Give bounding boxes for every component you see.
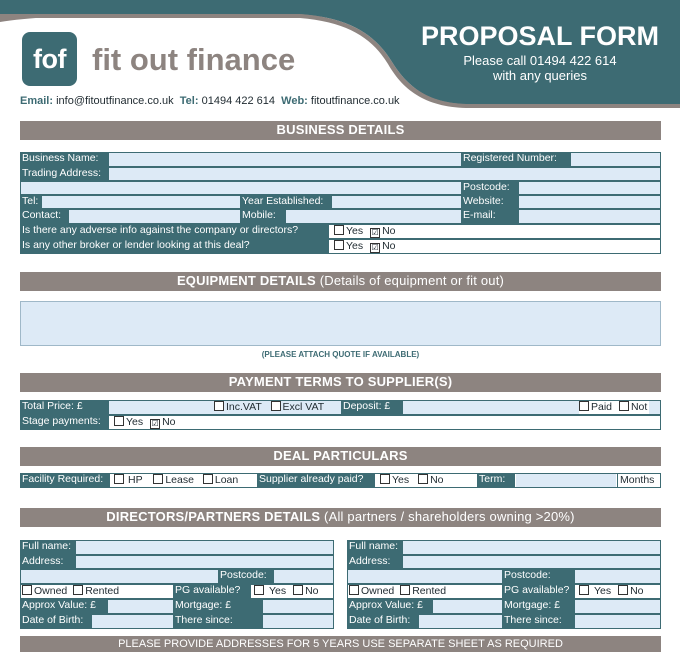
postcode-label: Postcode: [461,181,519,195]
broker-yes-label: Yes [346,240,364,252]
supplier-paid-options [380,474,444,487]
director-1-full-name-field[interactable] [77,541,333,554]
supplier-no-checkbox[interactable] [418,474,428,484]
total-price-label: Total Price: £ [20,400,109,415]
adverse-question: Is there any adverse info against the company or directors? [20,224,329,239]
broker-question: Is any other broker or lender looking at this deal? [20,239,329,254]
broker-no-checkbox[interactable]: ☑ [371,243,379,252]
stage-yes-checkbox[interactable] [114,416,124,426]
director-1-pg-no-checkbox[interactable] [293,585,303,595]
director-1-owned-checkbox[interactable] [22,585,32,595]
director-1-address-field-2[interactable] [21,569,217,582]
broker-yes-checkbox[interactable] [334,240,344,250]
year-established-field[interactable] [333,195,460,208]
director-block-2 [347,540,661,630]
inc-vat-checkbox[interactable] [214,401,224,411]
director-2-approx-value-field[interactable] [434,600,501,613]
director-1-dob-field[interactable] [93,615,172,628]
supplier-no-label: No [430,474,444,486]
excl-vat-checkbox[interactable] [271,401,281,411]
broker-options [334,240,396,253]
business-section-title: BUSINESS DETAILS [276,122,405,137]
director-1-postcode-field[interactable] [275,570,333,583]
loan-checkbox[interactable] [203,474,213,484]
supplier-yes-label: Yes [392,474,410,486]
director-2-owned-checkbox[interactable] [349,585,359,595]
trading-address-field-2[interactable] [21,181,460,194]
not-paid-checkbox[interactable] [619,401,629,411]
director-2-pg-no-checkbox[interactable] [618,585,628,595]
email-link[interactable]: info@fitoutfinance.co.uk [56,95,174,107]
stage-no-checkbox[interactable]: ☑ [151,419,159,428]
director-2-approx-value-label: Approx Value: £ [347,599,433,614]
equipment-details-field[interactable] [20,301,661,346]
payment-section-header [20,373,661,392]
not-paid-label: Not [630,401,648,413]
director-1-pg-label: PG available? [173,584,251,599]
stage-no-label: No [162,416,176,428]
director-2-mortgage-field[interactable] [576,600,660,613]
director-1-there-since-field[interactable] [264,615,333,628]
tel-value: 01494 422 614 [201,95,276,107]
facility-options [114,474,238,487]
director-1-dob-label: Date of Birth: [20,614,92,629]
director-1-there-since-label: There since: [173,614,263,629]
director-1-pg-no-label: No [305,585,319,597]
footer-note-bar [20,636,661,652]
director-2-rented-label: Rented [412,585,447,597]
director-1-rented-label: Rented [85,585,120,597]
paid-options [579,401,649,414]
director-2-postcode-label: Postcode: [502,569,575,584]
director-1-full-name-label: Full name: [20,540,76,555]
director-1-rented-checkbox[interactable] [73,585,83,595]
director-1-address-label: Address: [20,555,76,569]
stage-payments-label: Stage payments: [20,415,109,430]
paid-checkbox[interactable] [579,401,589,411]
director-1-pg-options [254,585,319,598]
director-1-mortgage-field[interactable] [264,600,333,613]
hp-checkbox[interactable] [114,474,124,484]
director-2-full-name-label: Full name: [347,540,403,555]
directors-section-subtitle: (All partners / shareholders owning >20%) [324,509,575,524]
broker-no-label: No [382,240,396,252]
equipment-section-header [20,272,661,291]
director-2-dob-field[interactable] [420,615,501,628]
supplier-paid-label: Supplier already paid? [257,473,375,488]
trading-address-label: Trading Address: [20,167,109,181]
adverse-no-checkbox[interactable]: ☑ [371,228,379,237]
header-call-line: Please call 01494 422 614 [463,53,617,68]
director-block-1 [20,540,334,630]
director-1-pg-yes-label: Yes [269,585,287,597]
paid-label: Paid [591,401,613,413]
lease-checkbox[interactable] [153,474,163,484]
stage-payments-options [114,416,176,429]
business-name-label: Business Name: [20,152,109,167]
payment-section-title: PAYMENT TERMS TO SUPPLIER(S) [228,374,453,389]
term-label: Term: [477,473,515,488]
director-2-pg-no-label: No [630,585,644,597]
footer-note: PLEASE PROVIDE ADDRESSES FOR 5 YEARS USE SEPARATE SHEET AS REQUIRED [118,638,563,650]
attach-quote-note: (PLEASE ATTACH QUOTE IF AVAILABLE) [261,350,420,359]
months-label: Months [617,474,661,487]
director-1-owned-label: Owned [34,585,68,597]
deal-section-title: DEAL PARTICULARS [273,448,408,463]
email-label: Email: [20,95,54,107]
registered-number-field[interactable] [572,153,660,166]
deposit-field[interactable] [404,401,574,414]
brand-name: fit out finance [92,42,296,77]
business-section-header [20,121,661,140]
director-2-address-field[interactable] [404,555,660,568]
website-field[interactable] [520,195,660,208]
website-label: Website: [461,195,519,209]
adverse-options [334,225,396,238]
lease-label: Lease [165,474,194,486]
stage-yes-label: Yes [126,416,144,428]
director-2-pg-options [579,585,644,598]
director-2-pg-label: PG available? [502,584,575,599]
header-call-line-2: with any queries [493,68,587,83]
director-1-postcode-label: Postcode: [218,569,274,584]
directors-section-title: DIRECTORS/PARTNERS DETAILS [106,509,321,524]
director-2-pg-yes-checkbox[interactable] [579,585,589,595]
vat-options [214,401,324,414]
deposit-label: Deposit: £ [341,400,403,415]
form-title: PROPOSAL FORM [420,21,660,51]
director-1-approx-value-label: Approx Value: £ [20,599,108,614]
tel-label-field: Tel: [20,195,42,209]
total-price-field[interactable] [110,401,210,414]
director-1-pg-yes-checkbox[interactable] [254,585,264,595]
director-2-dob-label: Date of Birth: [347,614,419,629]
trading-address-field[interactable] [110,167,660,180]
email-field[interactable] [520,210,660,223]
deal-section-header [20,447,661,466]
logo-mark-text: fof [33,44,66,74]
adverse-no-label: No [382,225,396,237]
directors-section-header [20,508,661,527]
director-2-tenure-options [349,585,446,598]
director-2-full-name-field[interactable] [404,541,660,554]
facility-required-label: Facility Required: [20,473,110,488]
director-2-there-since-label: There since: [502,614,575,629]
director-2-there-since-field[interactable] [576,615,660,628]
tel-label: Tel: [179,95,199,107]
equipment-section-subtitle: (Details of equipment or fit out) [319,273,505,288]
director-2-mortgage-label: Mortgage: £ [502,599,575,614]
mobile-label: Mobile: [240,209,286,224]
email-label-field: E-mail: [461,209,519,224]
adverse-yes-checkbox[interactable] [334,225,344,235]
tel-field[interactable] [43,195,239,208]
logo-mark [22,32,77,86]
director-1-approx-value-field[interactable] [109,600,172,613]
year-established-label: Year Established: [240,195,332,209]
mobile-field[interactable] [287,210,460,223]
contact-field[interactable] [70,210,239,223]
director-2-pg-yes-label: Yes [594,585,612,597]
director-2-rented-checkbox[interactable] [400,585,410,595]
registered-number-label: Registered Number: [461,152,571,167]
director-1-address-field[interactable] [77,555,333,568]
loan-label: Loan [214,474,239,486]
supplier-yes-checkbox[interactable] [380,474,390,484]
equipment-section-title: EQUIPMENT DETAILS [176,273,316,288]
term-field[interactable] [516,474,616,487]
postcode-field[interactable] [520,181,660,194]
business-name-field[interactable] [110,153,460,166]
director-2-address-field-2[interactable] [348,569,501,582]
inc-vat-label: Inc.VAT [226,401,262,413]
director-1-mortgage-label: Mortgage: £ [173,599,263,614]
director-2-address-label: Address: [347,555,403,569]
web-link[interactable]: fitoutfinance.co.uk [310,95,400,107]
contact-label: Contact: [20,209,69,224]
adverse-yes-label: Yes [346,225,364,237]
director-2-postcode-field[interactable] [576,570,660,583]
director-2-owned-label: Owned [361,585,395,597]
director-1-tenure-options [22,585,119,598]
contact-line [20,94,400,108]
hp-label: HP [128,474,143,486]
excl-vat-label: Excl VAT [282,401,325,413]
web-label: Web: [281,95,308,107]
